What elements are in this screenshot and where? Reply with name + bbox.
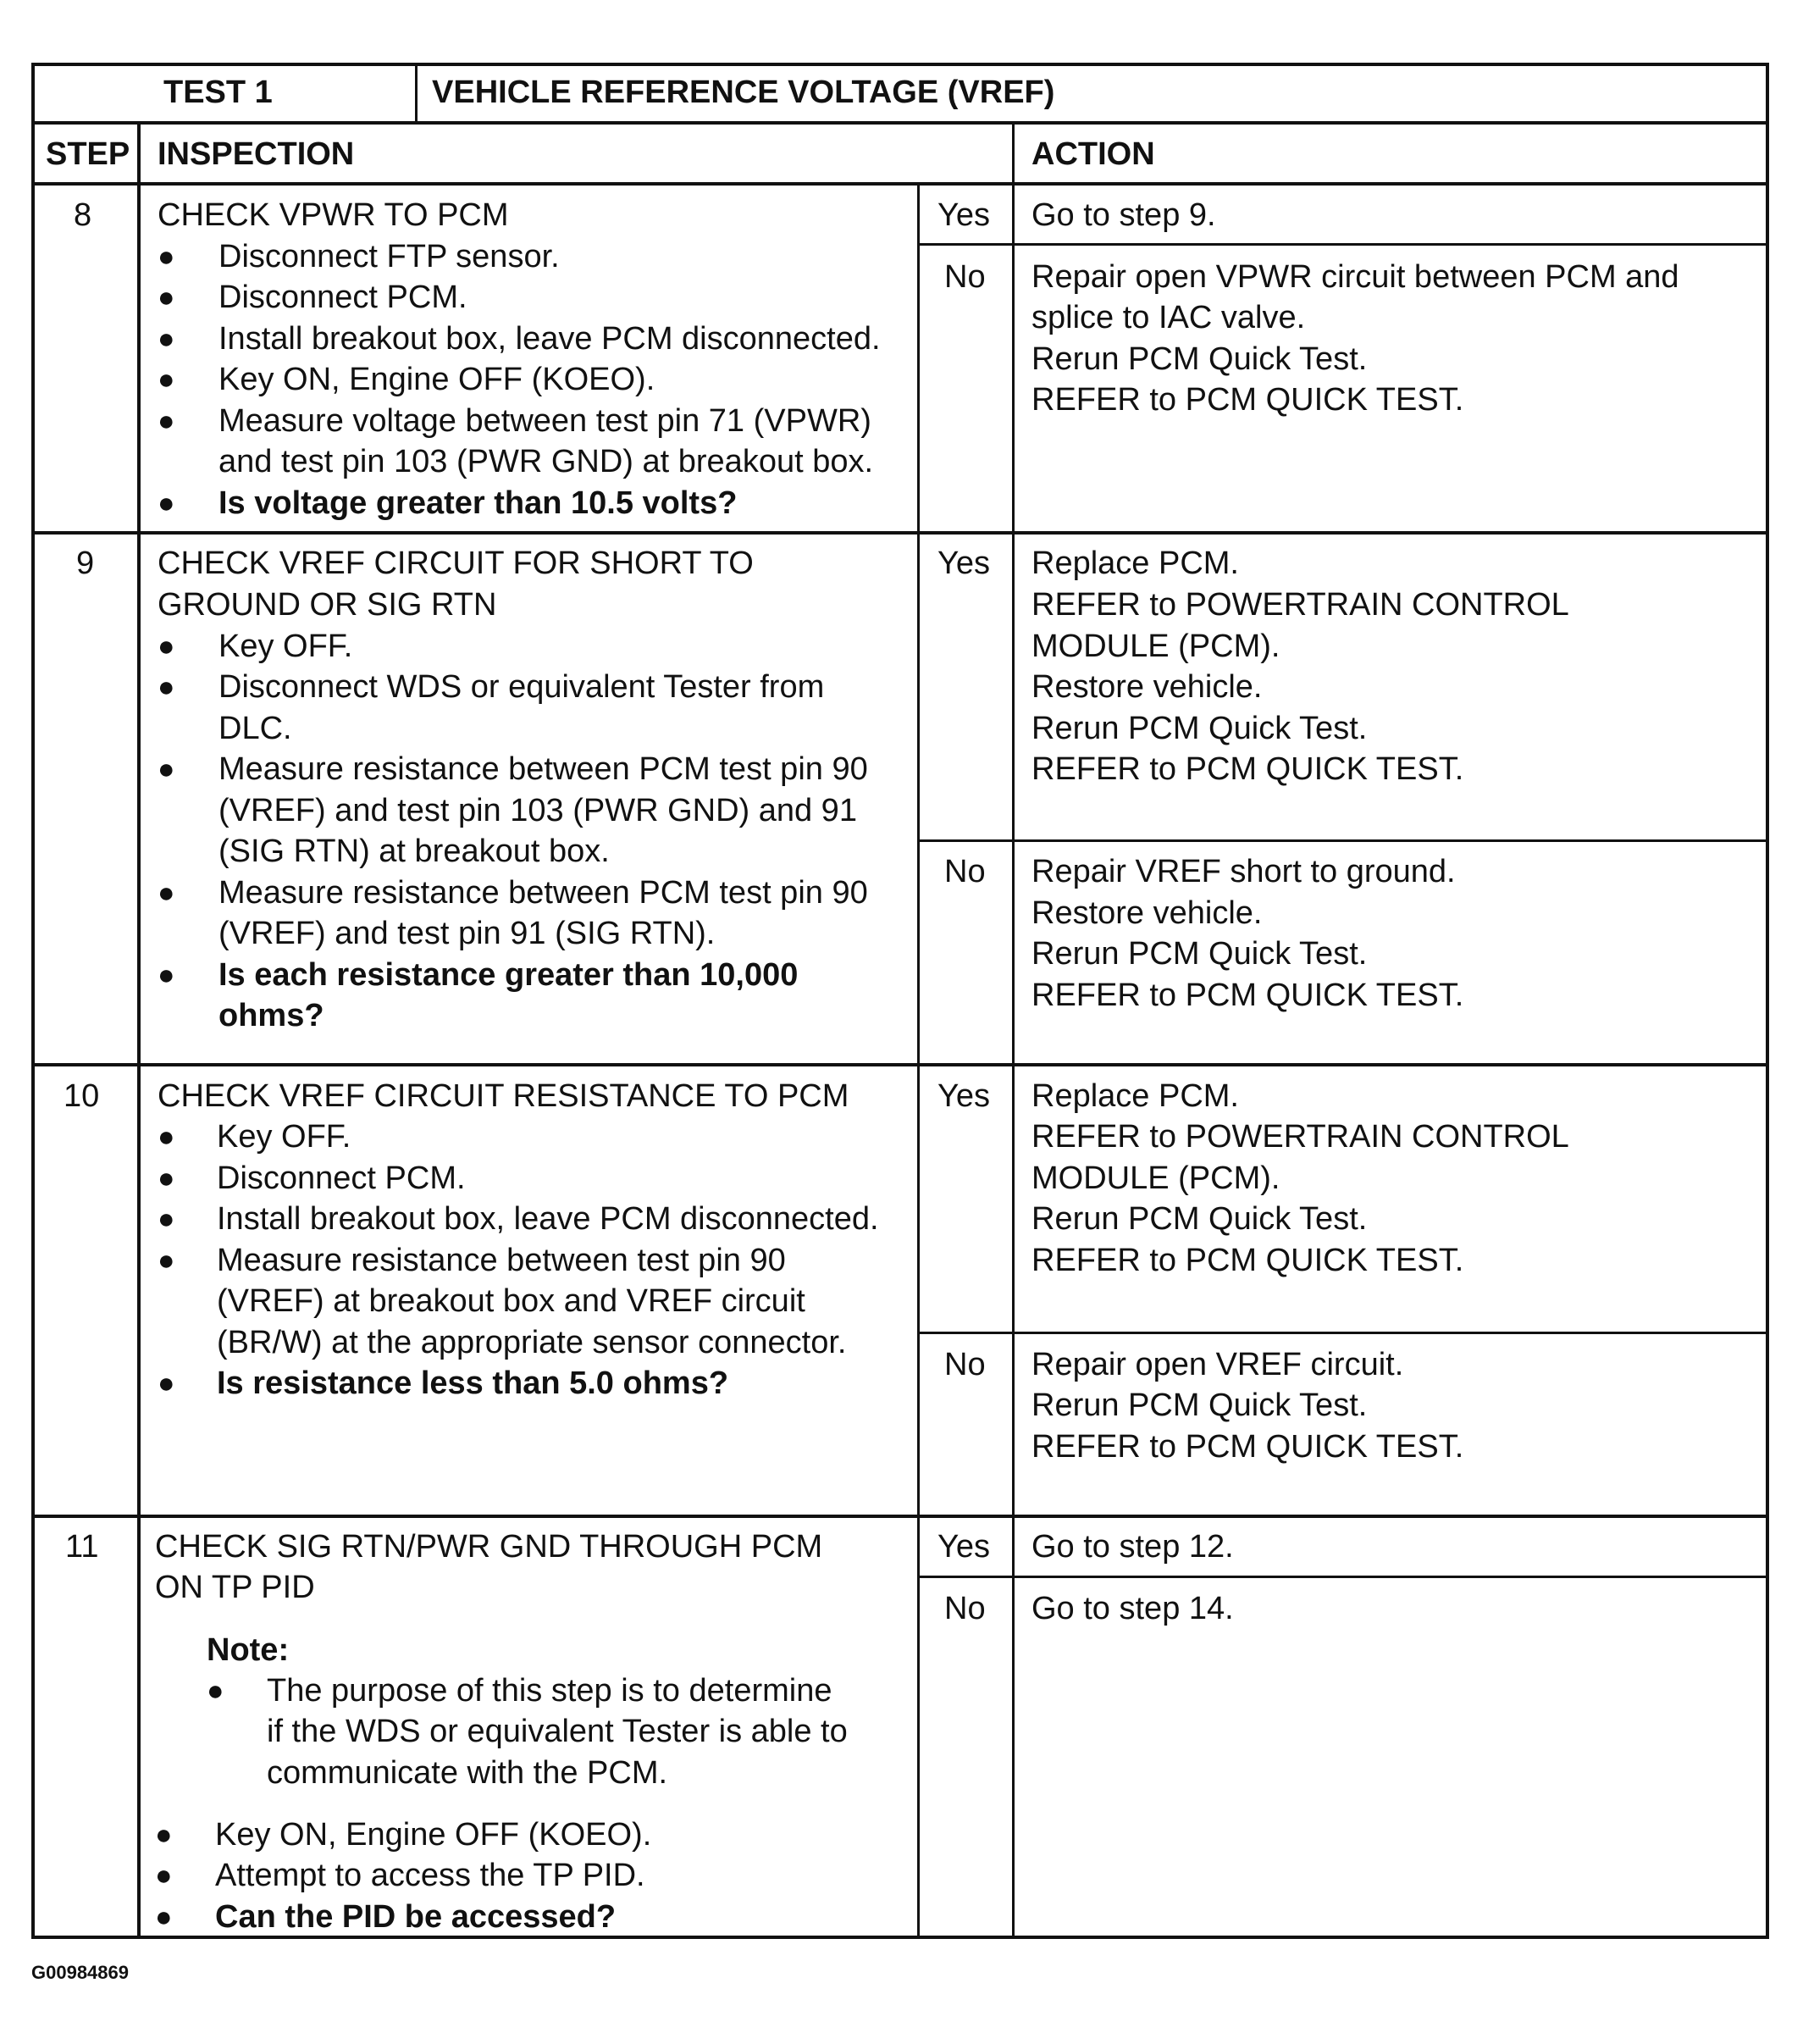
action-line: Rerun PCM Quick Test. bbox=[1031, 1201, 1368, 1237]
rule bbox=[917, 182, 920, 1939]
inspection-question: Is resistance less than 5.0 ohms? bbox=[217, 1365, 729, 1401]
figure-id: G00984869 bbox=[31, 1962, 129, 1983]
action-line: Replace PCM. bbox=[1031, 1078, 1239, 1114]
note-line: communicate with the PCM. bbox=[267, 1755, 668, 1791]
action-line: Replace PCM. bbox=[1031, 546, 1239, 581]
inspection-line: Measure voltage between test pin 71 (VPWR) bbox=[218, 403, 871, 439]
action-line: REFER to PCM QUICK TEST. bbox=[1031, 382, 1464, 418]
inspection-line: Install breakout box, leave PCM disconnected. bbox=[218, 321, 881, 357]
answer-no: No bbox=[944, 854, 986, 889]
action-line: REFER to PCM QUICK TEST. bbox=[1031, 1243, 1464, 1278]
test-title: VEHICLE REFERENCE VOLTAGE (VREF) bbox=[432, 75, 1055, 110]
action-line: splice to IAC valve. bbox=[1031, 300, 1306, 335]
bullet-icon: ● bbox=[158, 630, 175, 662]
inspection-line: Disconnect WDS or equivalent Tester from bbox=[218, 669, 825, 705]
action-line: MODULE (PCM). bbox=[1031, 629, 1280, 664]
inspection-line: Install breakout box, leave PCM disconnected. bbox=[217, 1201, 879, 1237]
step-title: GROUND OR SIG RTN bbox=[158, 587, 497, 623]
action-line: Restore vehicle. bbox=[1031, 669, 1263, 705]
action-line: REFER to PCM QUICK TEST. bbox=[1031, 1429, 1464, 1465]
action-line: Rerun PCM Quick Test. bbox=[1031, 711, 1368, 746]
inspection-question: Is voltage greater than 10.5 volts? bbox=[218, 485, 738, 521]
action-line: Repair open VPWR circuit between PCM and bbox=[1031, 259, 1679, 295]
inspection-line: Key ON, Engine OFF (KOEO). bbox=[215, 1817, 652, 1853]
step-title: ON TP PID bbox=[155, 1570, 315, 1605]
inspection-line: (VREF) and test pin 103 (PWR GND) and 91 bbox=[218, 793, 857, 828]
inspection-line: Attempt to access the TP PID. bbox=[215, 1858, 645, 1893]
rule bbox=[415, 63, 418, 123]
column-header-action: ACTION bbox=[1031, 136, 1155, 172]
answer-no: No bbox=[944, 1591, 986, 1626]
bullet-icon: ● bbox=[158, 877, 175, 909]
answer-yes: Yes bbox=[937, 546, 990, 581]
bullet-icon: ● bbox=[207, 1675, 224, 1707]
answer-yes: Yes bbox=[937, 197, 990, 233]
bullet-icon: ● bbox=[158, 1121, 175, 1153]
action-line: Restore vehicle. bbox=[1031, 895, 1263, 931]
inspection-line: Key OFF. bbox=[218, 629, 353, 664]
action-line: Repair open VREF circuit. bbox=[1031, 1347, 1404, 1382]
action-line: Go to step 14. bbox=[1031, 1591, 1234, 1626]
bullet-icon: ● bbox=[158, 363, 175, 396]
step-title: CHECK VREF CIRCUIT RESISTANCE TO PCM bbox=[158, 1078, 849, 1114]
inspection-line: DLC. bbox=[218, 711, 292, 746]
action-line: Go to step 12. bbox=[1031, 1529, 1234, 1565]
bullet-icon: ● bbox=[158, 1367, 175, 1399]
inspection-line: Measure resistance between PCM test pin 90 bbox=[218, 875, 868, 911]
inspection-line: (VREF) at breakout box and VREF circuit bbox=[217, 1283, 805, 1319]
bullet-icon: ● bbox=[158, 1244, 175, 1277]
column-header-inspection: INSPECTION bbox=[158, 136, 355, 172]
note-line: if the WDS or equivalent Tester is able to bbox=[267, 1714, 848, 1749]
action-line: Rerun PCM Quick Test. bbox=[1031, 1388, 1368, 1423]
action-line: REFER to PCM QUICK TEST. bbox=[1031, 978, 1464, 1013]
rule bbox=[1012, 121, 1015, 1939]
step-title: CHECK VPWR TO PCM bbox=[158, 197, 509, 233]
rule bbox=[31, 531, 1769, 535]
note-line: The purpose of this step is to determine bbox=[267, 1673, 832, 1709]
inspection-question: Can the PID be accessed? bbox=[215, 1899, 617, 1935]
answer-yes: Yes bbox=[937, 1529, 990, 1565]
rule bbox=[31, 1515, 1769, 1518]
action-line: REFER to POWERTRAIN CONTROL bbox=[1031, 587, 1569, 623]
step-number: 10 bbox=[64, 1078, 100, 1114]
bullet-icon: ● bbox=[155, 1819, 173, 1851]
inspection-line: Measure resistance between PCM test pin 90 bbox=[218, 751, 868, 787]
step-number: 8 bbox=[74, 197, 92, 233]
bullet-icon: ● bbox=[158, 753, 175, 785]
action-line: Rerun PCM Quick Test. bbox=[1031, 341, 1368, 377]
column-header-step: STEP bbox=[46, 136, 130, 172]
bullet-icon: ● bbox=[158, 405, 175, 437]
rule bbox=[31, 182, 1769, 186]
bullet-icon: ● bbox=[158, 241, 175, 273]
answer-no: No bbox=[944, 1347, 986, 1382]
rule bbox=[917, 1576, 1769, 1578]
inspection-line: Disconnect PCM. bbox=[218, 280, 467, 315]
inspection-line: (SIG RTN) at breakout box. bbox=[218, 834, 610, 869]
answer-no: No bbox=[944, 259, 986, 295]
action-line: MODULE (PCM). bbox=[1031, 1160, 1280, 1196]
test-label: TEST 1 bbox=[163, 75, 273, 110]
inspection-line: Disconnect PCM. bbox=[217, 1160, 466, 1196]
bullet-icon: ● bbox=[158, 323, 175, 355]
bullet-icon: ● bbox=[155, 1859, 173, 1892]
bullet-icon: ● bbox=[155, 1901, 173, 1933]
bullet-icon: ● bbox=[158, 487, 175, 519]
bullet-icon: ● bbox=[158, 671, 175, 703]
step-title: CHECK SIG RTN/PWR GND THROUGH PCM bbox=[155, 1529, 823, 1565]
rule bbox=[31, 1063, 1769, 1066]
step-number: 11 bbox=[65, 1529, 99, 1565]
note-label: Note: bbox=[207, 1632, 290, 1668]
rule bbox=[31, 121, 1769, 125]
bullet-icon: ● bbox=[158, 959, 175, 991]
action-line: Go to step 9. bbox=[1031, 197, 1216, 233]
rule bbox=[917, 243, 1769, 246]
inspection-line: (BR/W) at the appropriate sensor connector. bbox=[217, 1325, 847, 1360]
inspection-question: ohms? bbox=[218, 998, 324, 1033]
answer-yes: Yes bbox=[937, 1078, 990, 1114]
action-line: Rerun PCM Quick Test. bbox=[1031, 936, 1368, 972]
inspection-question: Is each resistance greater than 10,000 bbox=[218, 957, 799, 993]
bullet-icon: ● bbox=[158, 1203, 175, 1235]
bullet-icon: ● bbox=[158, 1162, 175, 1194]
inspection-line: (VREF) and test pin 91 (SIG RTN). bbox=[218, 916, 716, 951]
action-line: REFER to PCM QUICK TEST. bbox=[1031, 751, 1464, 787]
action-line: Repair VREF short to ground. bbox=[1031, 854, 1456, 889]
action-line: REFER to POWERTRAIN CONTROL bbox=[1031, 1119, 1569, 1155]
rule bbox=[137, 121, 141, 1939]
inspection-line: Measure resistance between test pin 90 bbox=[217, 1243, 786, 1278]
inspection-line: Disconnect FTP sensor. bbox=[218, 239, 560, 274]
inspection-line: Key ON, Engine OFF (KOEO). bbox=[218, 362, 655, 397]
inspection-line: and test pin 103 (PWR GND) at breakout box. bbox=[218, 444, 874, 479]
rule bbox=[917, 1332, 1769, 1334]
step-number: 9 bbox=[76, 546, 95, 581]
rule bbox=[917, 839, 1769, 842]
inspection-line: Key OFF. bbox=[217, 1119, 351, 1155]
step-title: CHECK VREF CIRCUIT FOR SHORT TO bbox=[158, 546, 754, 581]
bullet-icon: ● bbox=[158, 281, 175, 313]
